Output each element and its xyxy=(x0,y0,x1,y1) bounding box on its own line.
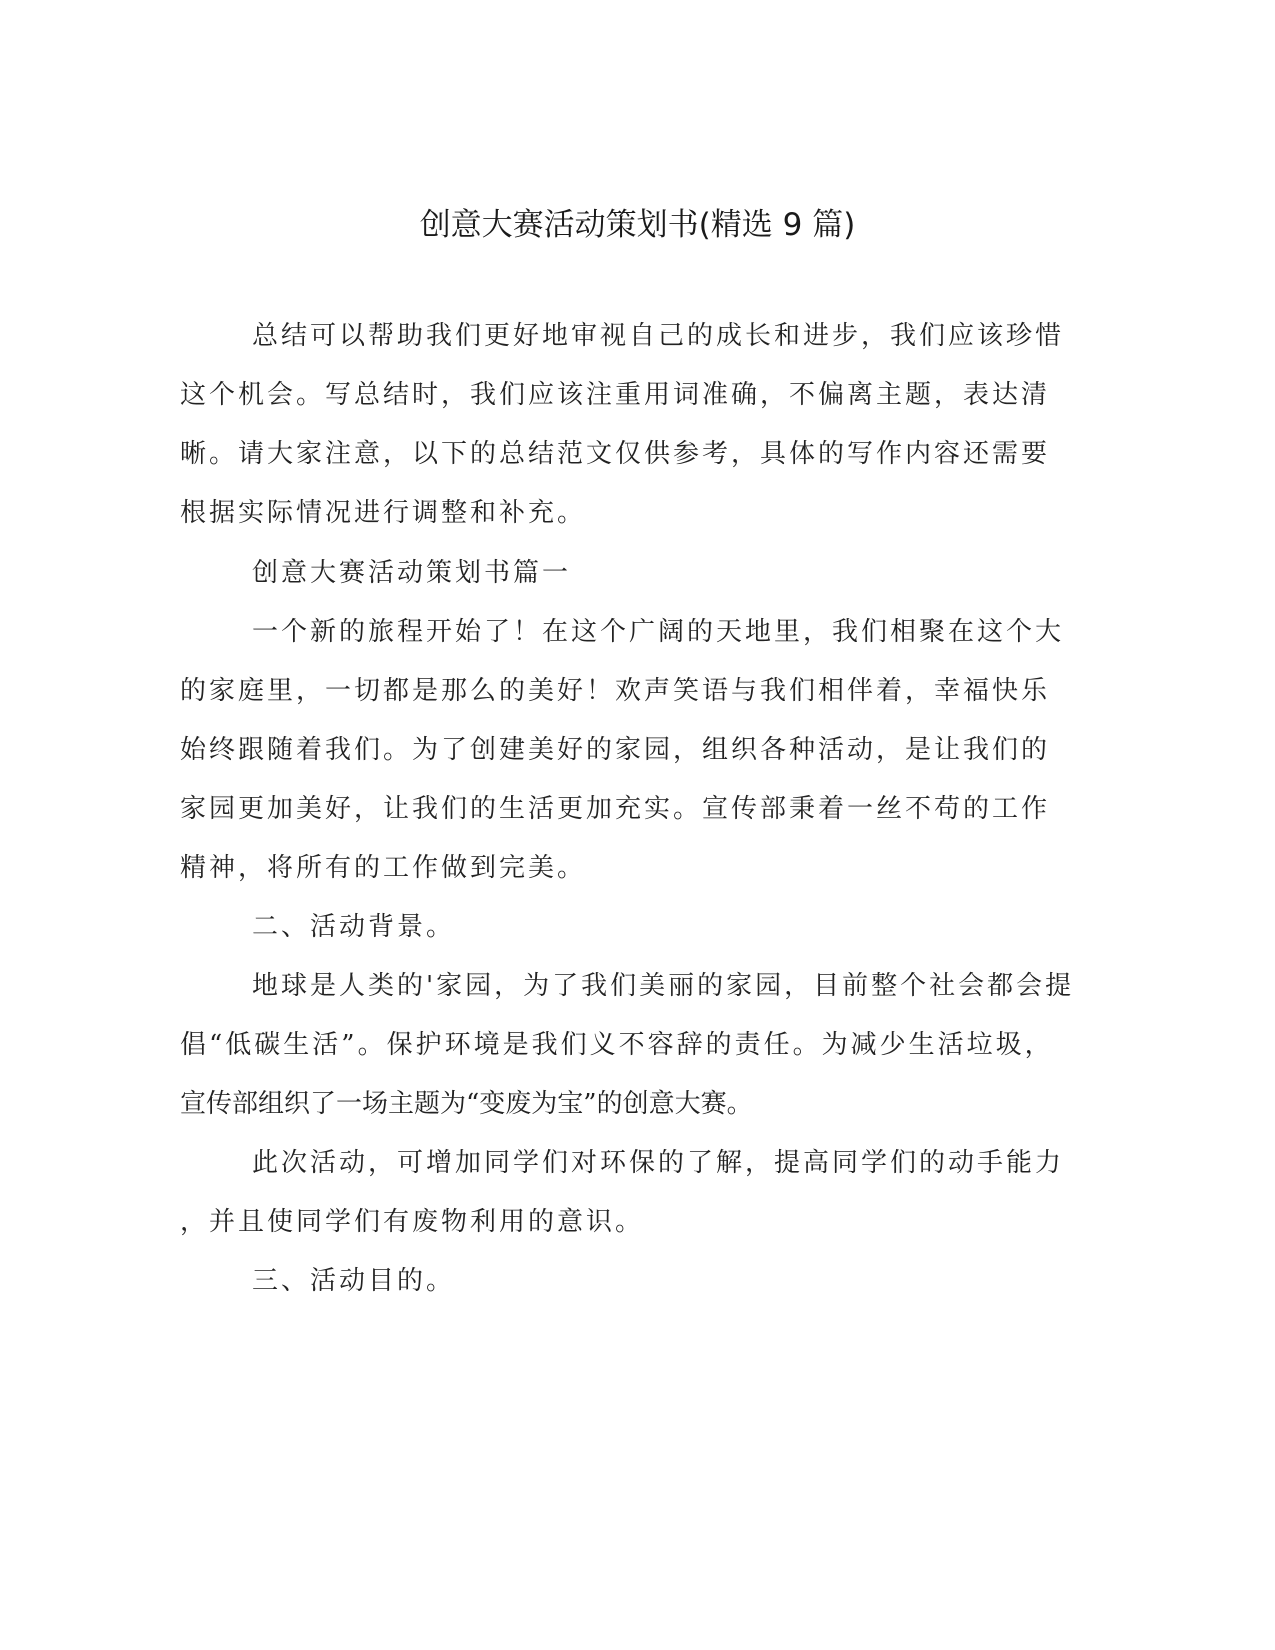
paragraph-line: 家园更加美好，让我们的生活更加充实。宣传部秉着一丝不苟的工作 xyxy=(180,794,1051,824)
paragraph-line: 总结可以帮助我们更好地审视自己的成长和进步，我们应该珍惜 xyxy=(252,321,1065,351)
document-title: 创意大赛活动策划书(精选 9 篇) xyxy=(419,207,856,243)
section-heading: 创意大赛活动策划书篇一 xyxy=(252,558,572,588)
paragraph-line: 一个新的旅程开始了！在这个广阔的天地里，我们相聚在这个大 xyxy=(252,617,1065,647)
paragraph-line: 地球是人类的'家园，为了我们美丽的家园，目前整个社会都会提 xyxy=(252,971,1075,1001)
paragraph-line: ，并且使同学们有废物利用的意识。 xyxy=(180,1207,645,1237)
paragraph-line: 晰。请大家注意，以下的总结范文仅供参考，具体的写作内容还需要 xyxy=(180,439,1051,469)
paragraph-line: 的家庭里，一切都是那么的美好！欢声笑语与我们相伴着，幸福快乐 xyxy=(180,676,1051,706)
paragraph-line: 始终跟随着我们。为了创建美好的家园，组织各种活动，是让我们的 xyxy=(180,735,1051,765)
paragraph-line: 宣传部组织了一场主题为“变废为宝”的创意大赛。 xyxy=(180,1089,753,1119)
paragraph-line: 此次活动，可增加同学们对环保的了解，提高同学们的动手能力 xyxy=(252,1148,1065,1178)
paragraph-line: 这个机会。写总结时，我们应该注重用词准确，不偏离主题，表达清 xyxy=(180,380,1051,410)
section-heading: 三、活动目的。 xyxy=(252,1266,456,1296)
paragraph-line: 倡“低碳生活”。保护环境是我们义不容辞的责任。为减少生活垃圾， xyxy=(180,1030,1054,1060)
section-heading: 二、活动背景。 xyxy=(252,912,456,942)
paragraph-line: 根据实际情况进行调整和补充。 xyxy=(180,498,587,528)
paragraph-line: 精神，将所有的工作做到完美。 xyxy=(180,853,587,883)
